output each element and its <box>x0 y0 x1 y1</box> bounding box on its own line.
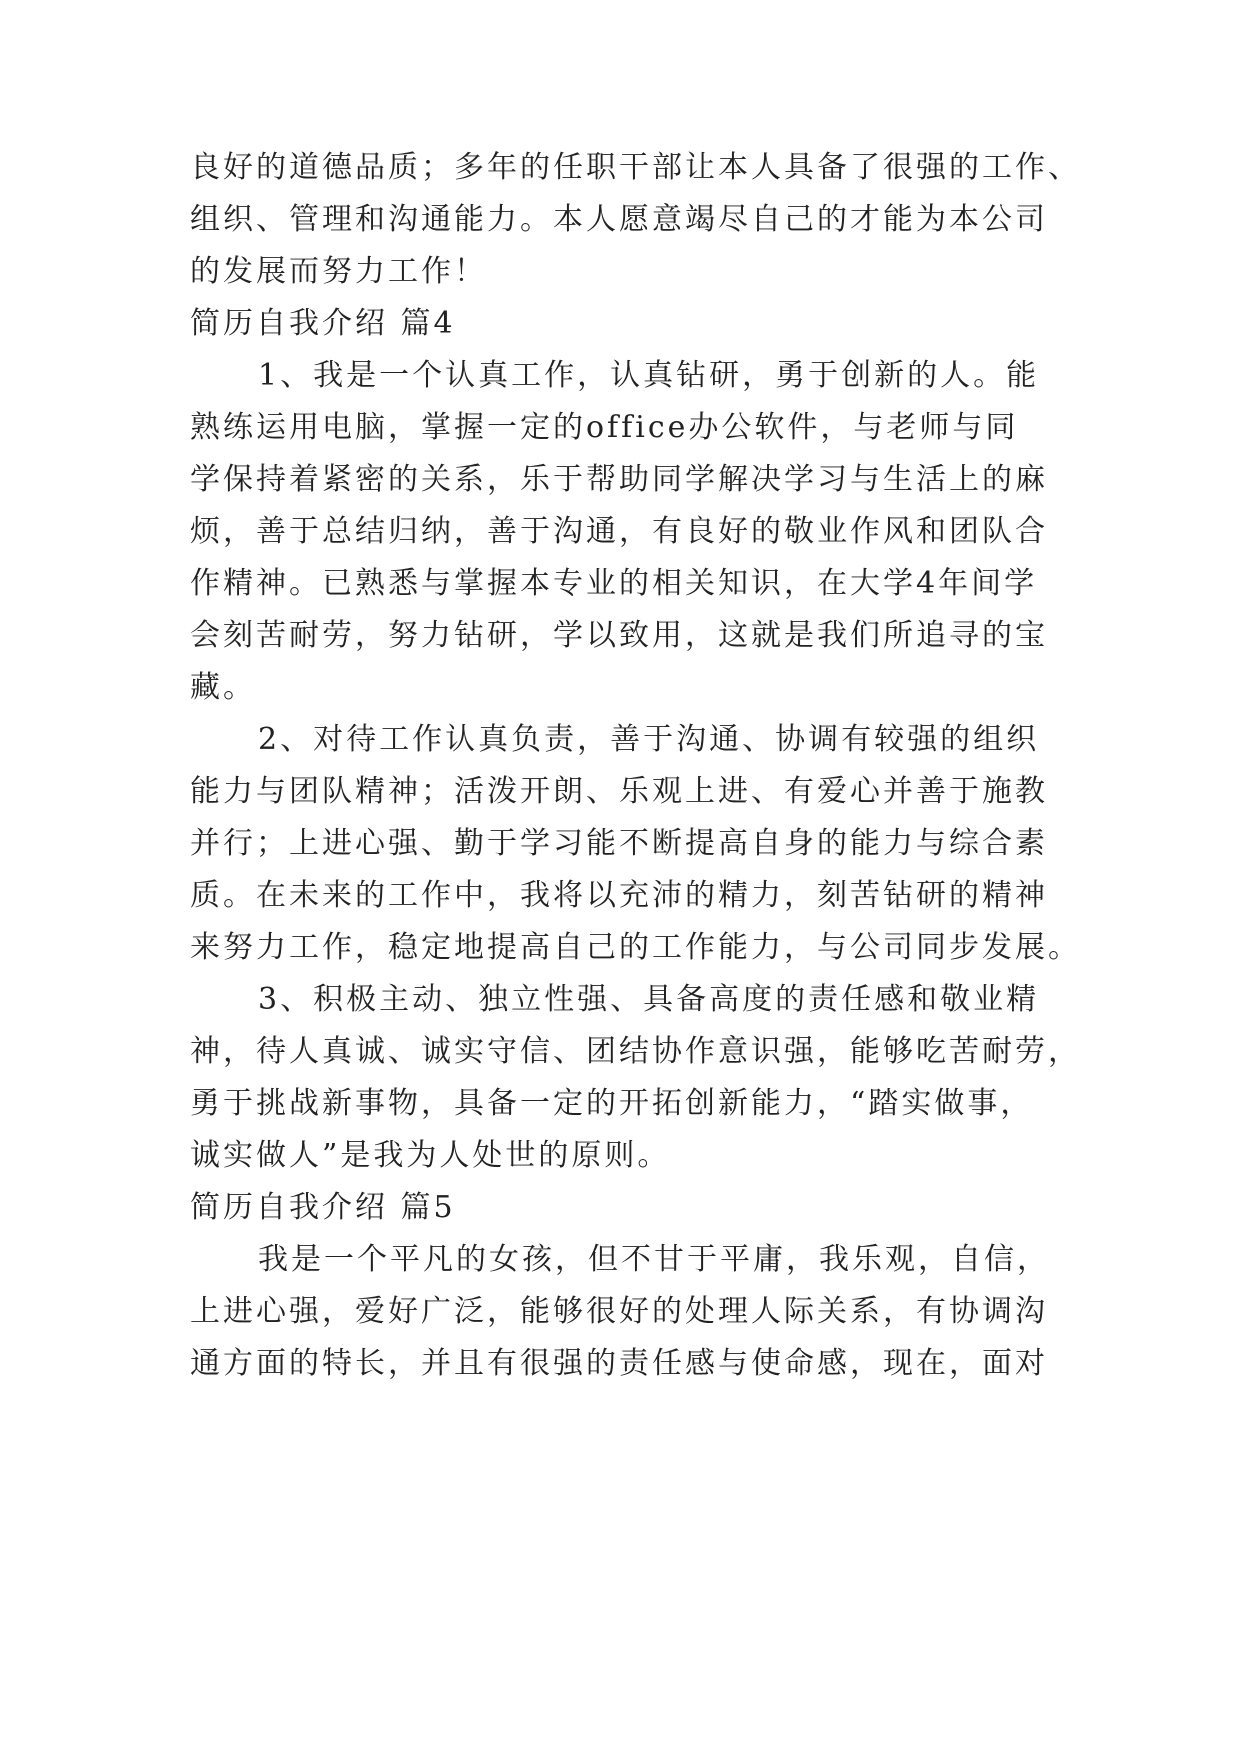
paragraph-line: 通方面的特长，并且有很强的责任感与使命感，现在，面对 <box>190 1346 1048 1381</box>
paragraph-line: 勇于挑战新事物，具备一定的开拓创新能力，“踏实做事， <box>190 1086 1034 1121</box>
paragraph-line: 来努力工作，稳定地提高自己的工作能力，与公司同步发展。 <box>190 930 1081 965</box>
paragraph-line: 质。在未来的工作中，我将以充沛的精力，刻苦钻研的精神 <box>190 878 1048 913</box>
paragraph-line: 诚实做人”是我为人处世的原则。 <box>190 1138 671 1173</box>
paragraph-line: 良好的道德品质；多年的任职干部让本人具备了很强的工作、 <box>190 150 1081 185</box>
paragraph-line: 1、我是一个认真工作，认真钻研，勇于创新的人。能 <box>258 358 1040 393</box>
paragraph-line: 的发展而努力工作！ <box>190 254 487 289</box>
paragraph-line: 上进心强，爱好广泛，能够很好的处理人际关系，有协调沟 <box>190 1294 1048 1329</box>
paragraph-line: 藏。 <box>190 670 256 705</box>
paragraph-line: 组织、管理和沟通能力。本人愿意竭尽自己的才能为本公司 <box>190 202 1048 237</box>
paragraph-line: 熟练运用电脑，掌握一定的office办公软件，与老师与同 <box>190 410 1019 445</box>
paragraph-line: 并行；上进心强、勤于学习能不断提高自身的能力与综合素 <box>190 826 1048 861</box>
paragraph-line: 能力与团队精神；活泼开朗、乐观上进、有爱心并善于施教 <box>190 774 1048 809</box>
paragraph-line: 会刻苦耐劳，努力钻研，学以致用，这就是我们所追寻的宝 <box>190 618 1048 653</box>
paragraph-line: 烦，善于总结归纳，善于沟通，有良好的敬业作风和团队合 <box>190 514 1048 549</box>
paragraph-line: 神，待人真诚、诚实守信、团结协作意识强，能够吃苦耐劳， <box>190 1034 1081 1069</box>
paragraph-line: 作精神。已熟悉与掌握本专业的相关知识，在大学4年间学 <box>190 566 1038 601</box>
section-heading: 简历自我介绍 篇5 <box>190 1190 456 1225</box>
paragraph-line: 2、对待工作认真负责，善于沟通、协调有较强的组织 <box>258 722 1040 757</box>
paragraph-line: 3、积极主动、独立性强、具备高度的责任感和敬业精 <box>258 982 1040 1017</box>
section-heading: 简历自我介绍 篇4 <box>190 306 456 341</box>
paragraph-line: 我是一个平凡的女孩，但不甘于平庸，我乐观，自信， <box>258 1242 1050 1277</box>
paragraph-line: 学保持着紧密的关系，乐于帮助同学解决学习与生活上的麻 <box>190 462 1048 497</box>
